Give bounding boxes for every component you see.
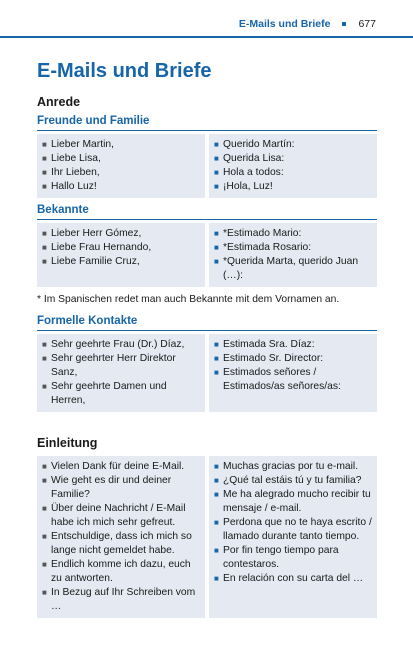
phrase-item	[42, 558, 200, 586]
phrase-text: Hola a todos:	[223, 167, 284, 178]
bullet-icon: ■	[214, 140, 219, 149]
phrase-text: Sehr geehrte Damen und Herren,	[51, 381, 167, 406]
phrase-item	[214, 488, 372, 516]
phrase-item	[42, 474, 200, 502]
phrase-text: Sehr geehrter Herr Direktor Sanz,	[51, 353, 176, 378]
phrase-text: Hallo Luz!	[51, 181, 97, 192]
phrase-item	[214, 152, 372, 166]
bullet-icon: ■	[214, 243, 219, 252]
phrase-text: *Estimada Rosario:	[223, 242, 312, 253]
phrase-item	[42, 241, 200, 255]
phrase-item	[214, 460, 372, 474]
page-number: 677	[358, 18, 376, 30]
bullet-icon: ■	[42, 229, 47, 238]
phrase-text: *Querida Marta, querido Juan (…):	[223, 256, 359, 281]
phrase-item	[214, 138, 372, 152]
phrase-table	[37, 334, 377, 412]
phrase-item	[42, 166, 200, 180]
phrase-item	[214, 366, 372, 394]
group-subtitle: Freunde und Familie	[37, 115, 150, 127]
group-subtitle: Bekannte	[37, 204, 89, 216]
page-content	[37, 60, 377, 624]
bullet-icon: ■	[214, 182, 219, 191]
phrase-text: Vielen Dank für deine E-Mail.	[51, 461, 185, 472]
subtitle-rule	[37, 219, 377, 220]
phrase-item	[42, 180, 200, 194]
sections	[37, 95, 377, 618]
phrase-text: ¿Qué tal estáis tú y tu familia?	[223, 475, 362, 486]
german-column	[37, 456, 205, 618]
spanish-column	[209, 334, 377, 412]
bullet-icon: ■	[42, 154, 47, 163]
phrase-text: Lieber Martin,	[51, 139, 114, 150]
section-title: Anrede	[37, 95, 81, 109]
phrase-item	[42, 138, 200, 152]
phrase-text: Estimado Sr. Director:	[223, 353, 324, 364]
phrase-item	[42, 460, 200, 474]
bullet-icon: ■	[42, 340, 47, 349]
phrase-item	[214, 338, 372, 352]
phrase-item	[214, 516, 372, 544]
phrase-text: Lieber Herr Gómez,	[51, 228, 142, 239]
phrase-text: Endlich komme ich dazu, euch zu antworten.	[51, 559, 191, 584]
phrase-table	[37, 456, 377, 618]
bullet-icon: ■	[42, 168, 47, 177]
phrase-text: Querido Martín:	[223, 139, 295, 150]
phrase-text: In Bezug auf Ihr Schreiben vom …	[51, 587, 196, 612]
phrase-item	[214, 544, 372, 572]
bullet-icon: ■	[42, 462, 47, 471]
bullet-icon: ■	[214, 518, 219, 527]
bullet-icon: ■	[42, 257, 47, 266]
phrase-item	[42, 255, 200, 269]
bullet-icon: ■	[214, 462, 219, 471]
header-rule	[0, 36, 413, 38]
bullet-icon: ■	[214, 229, 219, 238]
phrase-item	[214, 241, 372, 255]
bullet-icon: ■	[42, 382, 47, 391]
footnote: * Im Spanischen redet man auch Bekannte mit dem Vornamen an.	[37, 294, 340, 305]
group-subtitle: Formelle Kontakte	[37, 315, 138, 327]
spanish-column	[209, 456, 377, 618]
phrase-item	[214, 474, 372, 488]
phrase-text: ¡Hola, Luz!	[223, 181, 273, 192]
section-title: Einleitung	[37, 436, 98, 450]
phrase-text: Perdona que no te haya escrito / llamado durante tanto tiempo.	[223, 517, 372, 542]
phrase-item	[42, 586, 200, 614]
phrase-table	[37, 223, 377, 287]
phrase-text: Querida Lisa:	[223, 153, 285, 164]
bullet-icon: ■	[214, 354, 219, 363]
german-column	[37, 223, 205, 287]
phrase-item	[214, 352, 372, 366]
bullet-icon: ■	[42, 182, 47, 191]
phrase-item	[214, 227, 372, 241]
phrase-item	[214, 572, 372, 586]
phrase-text: Por fin tengo tiempo para contestaros.	[223, 545, 339, 570]
bullet-icon: ■	[42, 588, 47, 597]
phrase-text: Liebe Familie Cruz,	[51, 256, 140, 267]
phrase-item	[42, 380, 200, 408]
phrase-text: Entschuldige, dass ich mich so lange nicht gemeldet habe.	[51, 531, 192, 556]
bullet-icon: ■	[214, 257, 219, 266]
chapter-title: E-Mails und Briefe	[37, 60, 212, 82]
bullet-icon: ■	[214, 490, 219, 499]
square-separator-icon	[342, 22, 346, 26]
spanish-column	[209, 134, 377, 198]
phrase-text: Liebe Frau Hernando,	[51, 242, 152, 253]
bullet-icon: ■	[214, 476, 219, 485]
subtitle-rule	[37, 130, 377, 131]
bullet-icon: ■	[42, 140, 47, 149]
phrase-text: Ihr Lieben,	[51, 167, 100, 178]
bullet-icon: ■	[214, 154, 219, 163]
phrase-text: Estimados señores / Estimados/as señores/as:	[223, 367, 341, 392]
phrase-item	[42, 338, 200, 352]
phrase-text: Liebe Lisa,	[51, 153, 101, 164]
phrase-item	[42, 352, 200, 380]
spanish-column	[209, 223, 377, 287]
bullet-icon: ■	[42, 560, 47, 569]
phrase-item	[214, 255, 372, 283]
phrase-item	[42, 530, 200, 558]
bullet-icon: ■	[214, 168, 219, 177]
bullet-icon: ■	[214, 574, 219, 583]
phrase-text: *Estimado Mario:	[223, 228, 302, 239]
bullet-icon: ■	[214, 368, 219, 377]
running-header-title: E-Mails und Briefe	[238, 18, 331, 30]
bullet-icon: ■	[42, 504, 47, 513]
phrase-text: Muchas gracias por tu e-mail.	[223, 461, 359, 472]
running-header	[239, 18, 376, 30]
bullet-icon: ■	[42, 532, 47, 541]
bullet-icon: ■	[42, 354, 47, 363]
phrase-item	[42, 227, 200, 241]
phrase-item	[214, 180, 372, 194]
phrase-item	[42, 152, 200, 166]
phrase-text: Wie geht es dir und deiner Familie?	[51, 475, 172, 500]
bullet-icon: ■	[214, 340, 219, 349]
bullet-icon: ■	[42, 243, 47, 252]
phrase-item	[42, 502, 200, 530]
phrase-text: Me ha alegrado mucho recibir tu mensaje / e-mail.	[223, 489, 371, 514]
phrase-table	[37, 134, 377, 198]
german-column	[37, 134, 205, 198]
phrase-text: Sehr geehrte Frau (Dr.) Díaz,	[51, 339, 185, 350]
bullet-icon: ■	[42, 476, 47, 485]
section-gap	[37, 418, 377, 436]
phrase-text: En relación con su carta del …	[223, 573, 364, 584]
subtitle-rule	[37, 330, 377, 331]
phrase-item	[214, 166, 372, 180]
phrase-text: Über deine Nachricht / E-Mail habe ich mich sehr gefreut.	[51, 503, 186, 528]
bullet-icon: ■	[214, 546, 219, 555]
phrase-text: Estimada Sra. Díaz:	[223, 339, 315, 350]
german-column	[37, 334, 205, 412]
